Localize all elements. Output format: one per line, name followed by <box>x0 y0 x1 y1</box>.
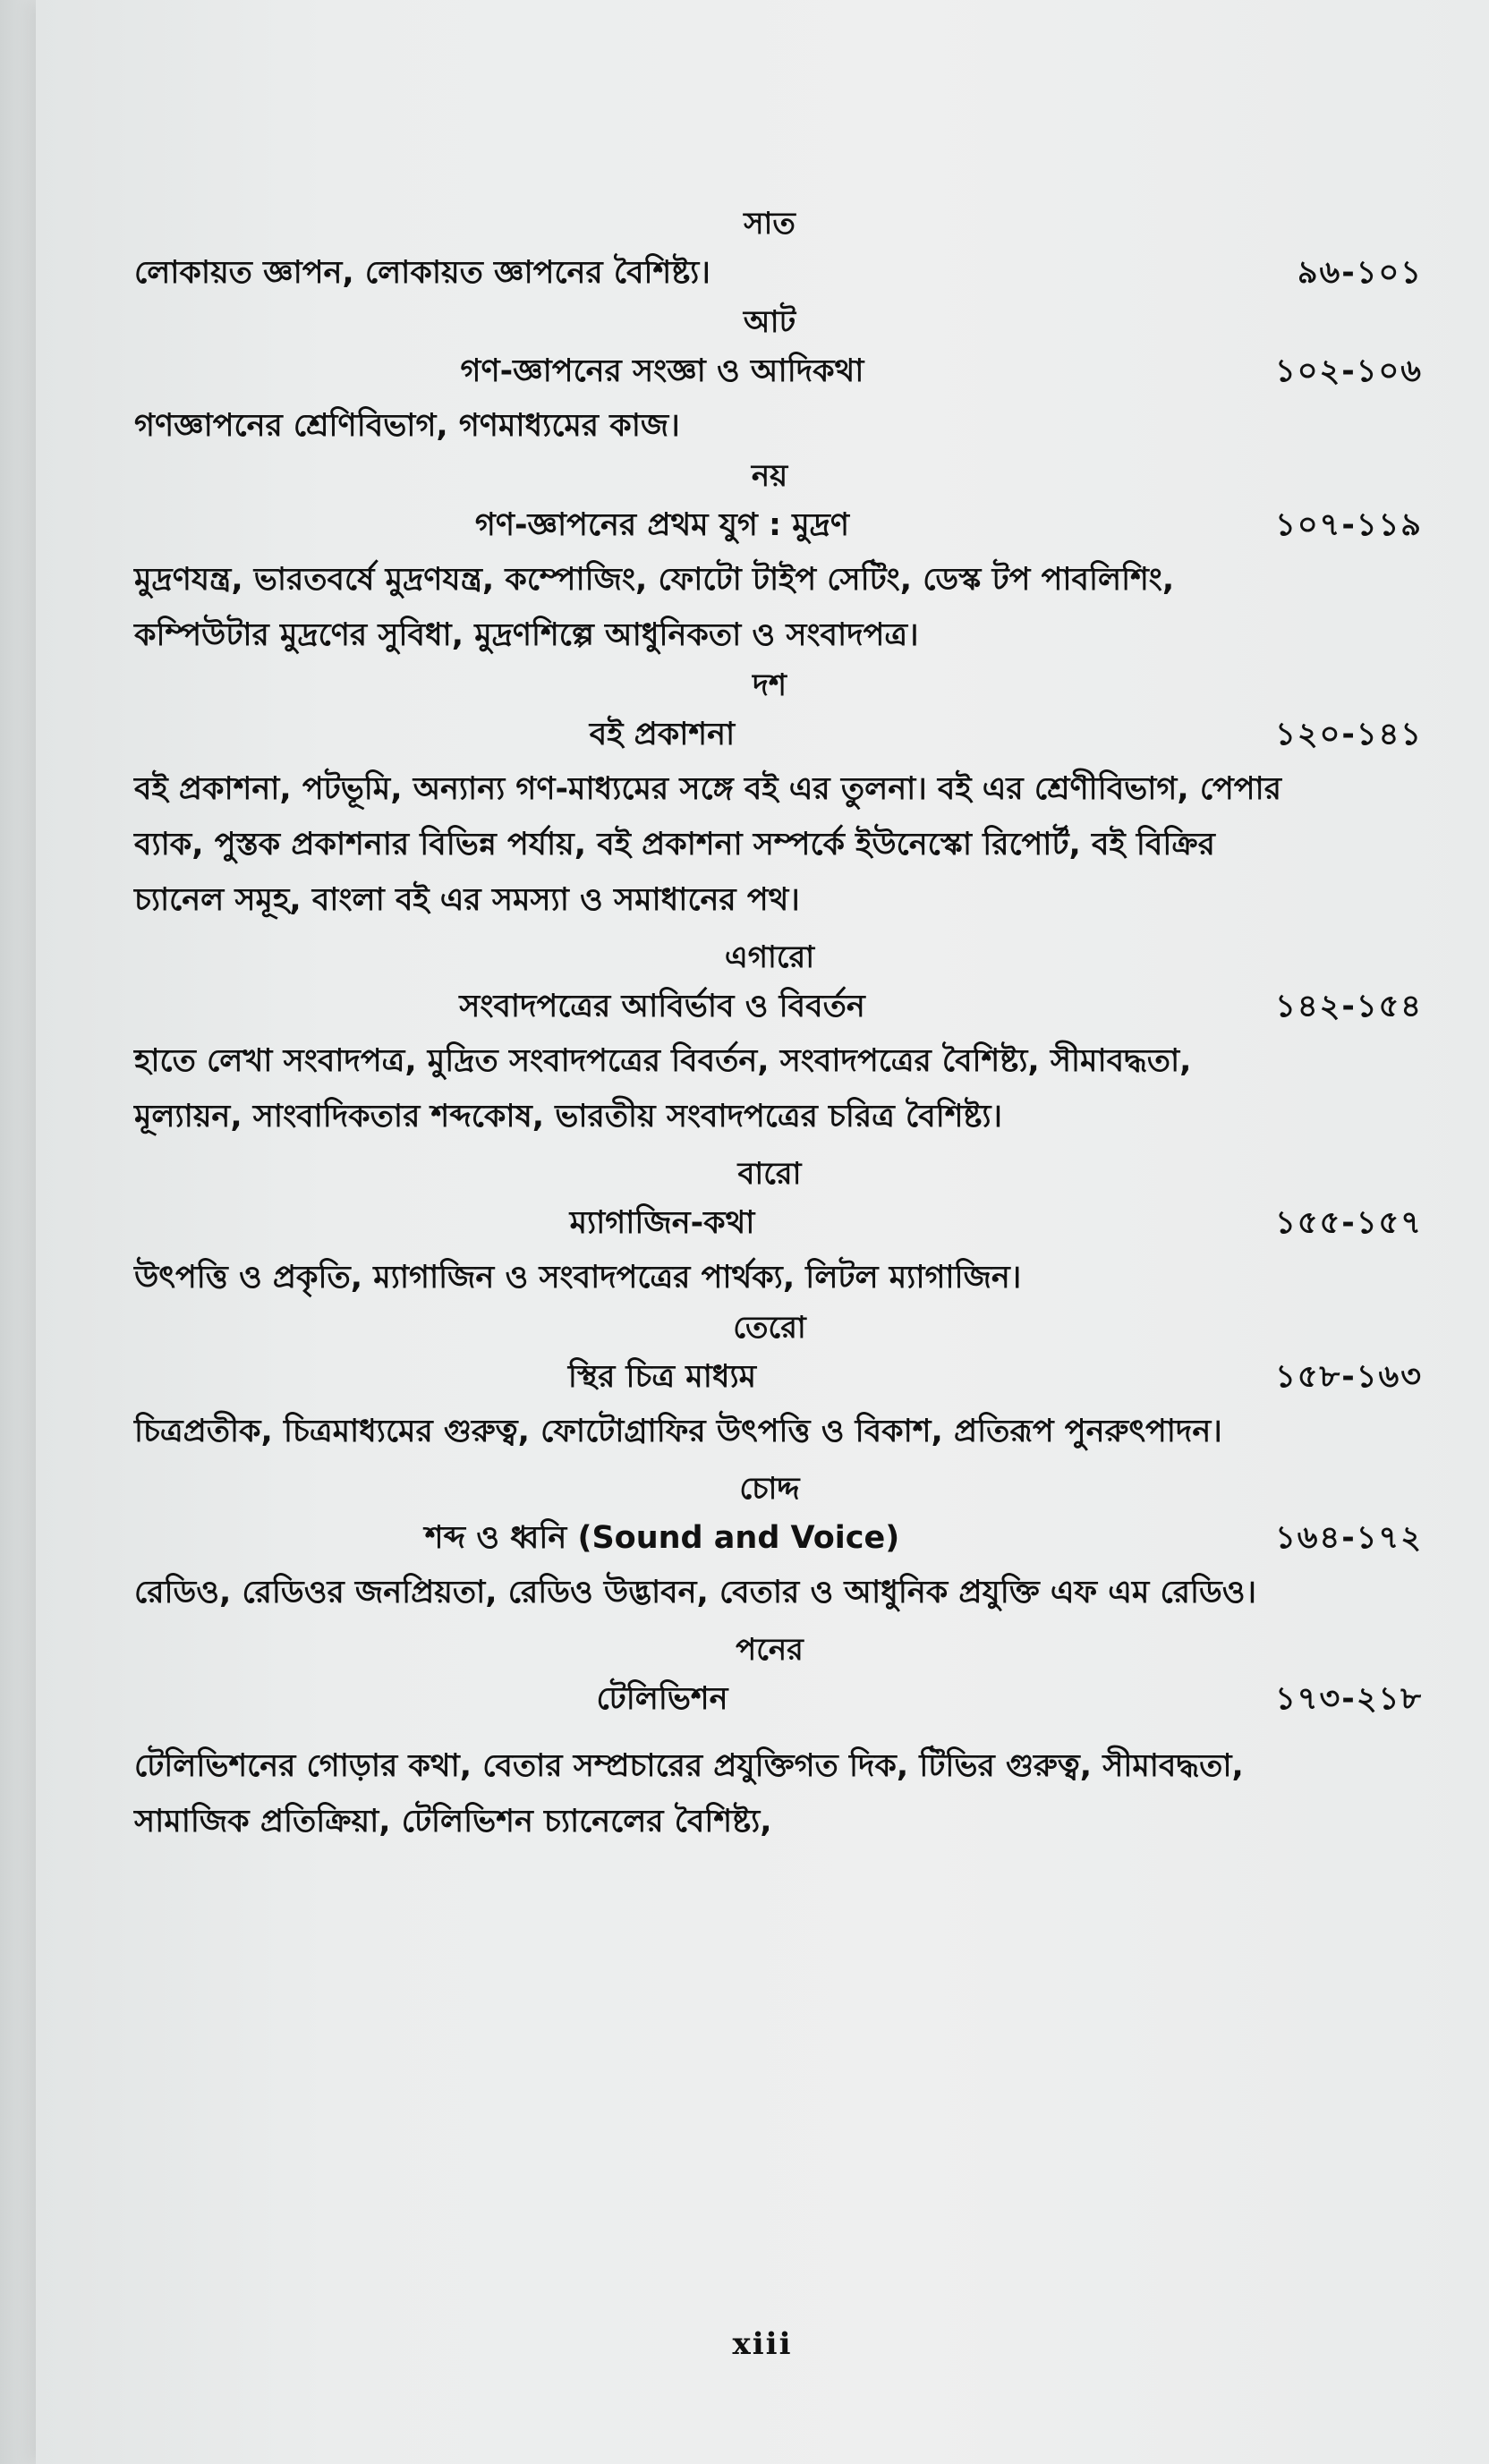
chapter-number: দশ <box>753 667 787 703</box>
toc-section <box>134 454 1423 663</box>
chapter-title: গণ-জ্ঞাপনের সংজ্ঞা ও আদিকথা <box>460 353 864 389</box>
toc-section <box>134 201 1423 300</box>
toc-section <box>134 1305 1423 1459</box>
toc-section <box>134 1627 1423 1849</box>
chapter-number: এগারো <box>724 939 815 975</box>
toc-section <box>134 1151 1423 1305</box>
chapter-number: সাত <box>744 206 796 242</box>
page-range: ১৫৫-১৫৭ <box>1275 1205 1423 1241</box>
book-spine-shadow <box>0 0 36 2464</box>
page-range: ১৭৩-২১৮ <box>1275 1681 1423 1717</box>
chapter-description: বই প্রকাশনা, পটভূমি, অন্যান্য গণ-মাধ্যমের সঙ্গে বই এর তুলনা। বই এর শ্রেণীবিভাগ, পেপার ব্যাক, পুস্তক প্রকাশনার বিভিন্ন পর্যায়, বই প্রকাশনা সম্পর্কে ইউনেস্কো রিপোর্ট, বই বিক্রির চ্যানেল সমূহ, বাংলা বই এর সমস্যা ও সমাধানের পথ। <box>134 771 1281 918</box>
toc-entry-row <box>134 498 1423 552</box>
toc-entry-row <box>134 1196 1423 1250</box>
table-of-contents <box>134 201 1423 1849</box>
chapter-number: তেরো <box>733 1310 806 1346</box>
chapter-description: মুদ্রণযন্ত্র, ভারতবর্ষে মুদ্রণযন্ত্র, কম্পোজিং, ফোটো টাইপ সেটিং, ডেস্ক টপ পাবলিশিং, কম্পিউটার মুদ্রণের সুবিধা, মুদ্রণশিল্পে আধুনিকতা ও সংবাদপত্র। <box>134 562 1175 653</box>
chapter-title: গণ-জ্ঞাপনের প্রথম যুগ : মুদ্রণ <box>474 507 850 543</box>
chapter-title: ম্যাগাজিন-কথা <box>569 1205 755 1241</box>
chapter-description: গণজ্ঞাপনের শ্রেণিবিভাগ, গণমাধ্যমের কাজ। <box>134 408 680 444</box>
page-range: ১২০-১৪১ <box>1275 717 1423 752</box>
page-range: ১৫৮-১৬৩ <box>1275 1359 1423 1395</box>
page-range: ১৪২-১৫৪ <box>1275 989 1423 1024</box>
chapter-description: লোকায়ত জ্ঞাপন, লোকায়ত জ্ঞাপনের বৈশিষ্ট্য। <box>134 255 710 291</box>
chapter-number: আট <box>743 304 796 340</box>
chapter-title: সংবাদপত্রের আবির্ভাব ও বিবর্তন <box>459 989 865 1024</box>
toc-entry-row <box>134 1511 1423 1565</box>
chapter-number: চোদ্দ <box>739 1471 800 1507</box>
chapter-description: টেলিভিশনের গোড়ার কথা, বেতার সম্প্রচারের প্রযুক্তিগত দিক, টিভির গুরুত্ব, সীমাবদ্ধতা, সামাজিক প্রতিক্রিয়া, টেলিভিশন চ্যানেলের বৈশিষ্ট্য, <box>134 1748 1244 1840</box>
page-range: ৯৬-১০১ <box>1297 255 1423 291</box>
chapter-description: রেডিও, রেডিওর জনপ্রিয়তা, রেডিও উদ্ভাবন, বেতার ও আধুনিক প্রযুক্তি এফ এম রেডিও। <box>134 1575 1257 1610</box>
chapter-description: হাতে লেখা সংবাদপত্র, মুদ্রিত সংবাদপত্রের বিবর্তন, সংবাদপত্রের বৈশিষ্ট্য, সীমাবদ্ধতা, মূল্যায়ন, সাংবাদিকতার শব্দকোষ, ভারতীয় সংবাদপত্রের চরিত্র বৈশিষ্ট্য। <box>134 1043 1192 1134</box>
chapter-number: বারো <box>737 1156 802 1192</box>
toc-section <box>134 1466 1423 1620</box>
toc-entry-row <box>134 708 1423 761</box>
toc-section <box>134 300 1423 454</box>
toc-entry-row <box>134 1350 1423 1404</box>
book-page <box>36 0 1489 2464</box>
toc-section <box>134 663 1423 928</box>
toc-entry-row <box>134 980 1423 1033</box>
chapter-description: চিত্রপ্রতীক, চিত্রমাধ্যমের গুরুত্ব, ফোটোগ্রাফির উৎপত্তি ও বিকাশ, প্রতিরূপ পুনরুৎপাদন। <box>134 1414 1222 1449</box>
page-range: ১০২-১০৬ <box>1275 353 1423 389</box>
toc-section <box>134 935 1423 1144</box>
page-range: ১৬৪-১৭২ <box>1275 1520 1423 1556</box>
chapter-number: পনের <box>736 1632 804 1668</box>
toc-entry-row <box>134 1672 1423 1726</box>
page-range: ১০৭-১১৯ <box>1275 507 1423 543</box>
chapter-title: শব্দ ও ধ্বনি (Sound and Voice) <box>424 1520 900 1556</box>
page-folio: xiii <box>732 2326 793 2362</box>
chapter-title: বই প্রকাশনা <box>589 717 736 752</box>
toc-entry-row <box>134 246 1423 300</box>
chapter-number: নয় <box>751 458 788 494</box>
chapter-title: স্থির চিত্র মাধ্যম <box>567 1359 757 1395</box>
chapter-title: টেলিভিশন <box>596 1681 728 1717</box>
toc-entry-row <box>134 344 1423 398</box>
chapter-description: উৎপত্তি ও প্রকৃতি, ম্যাগাজিন ও সংবাদপত্রের পার্থক্য, লিটল ম্যাগাজিন। <box>134 1260 1022 1296</box>
